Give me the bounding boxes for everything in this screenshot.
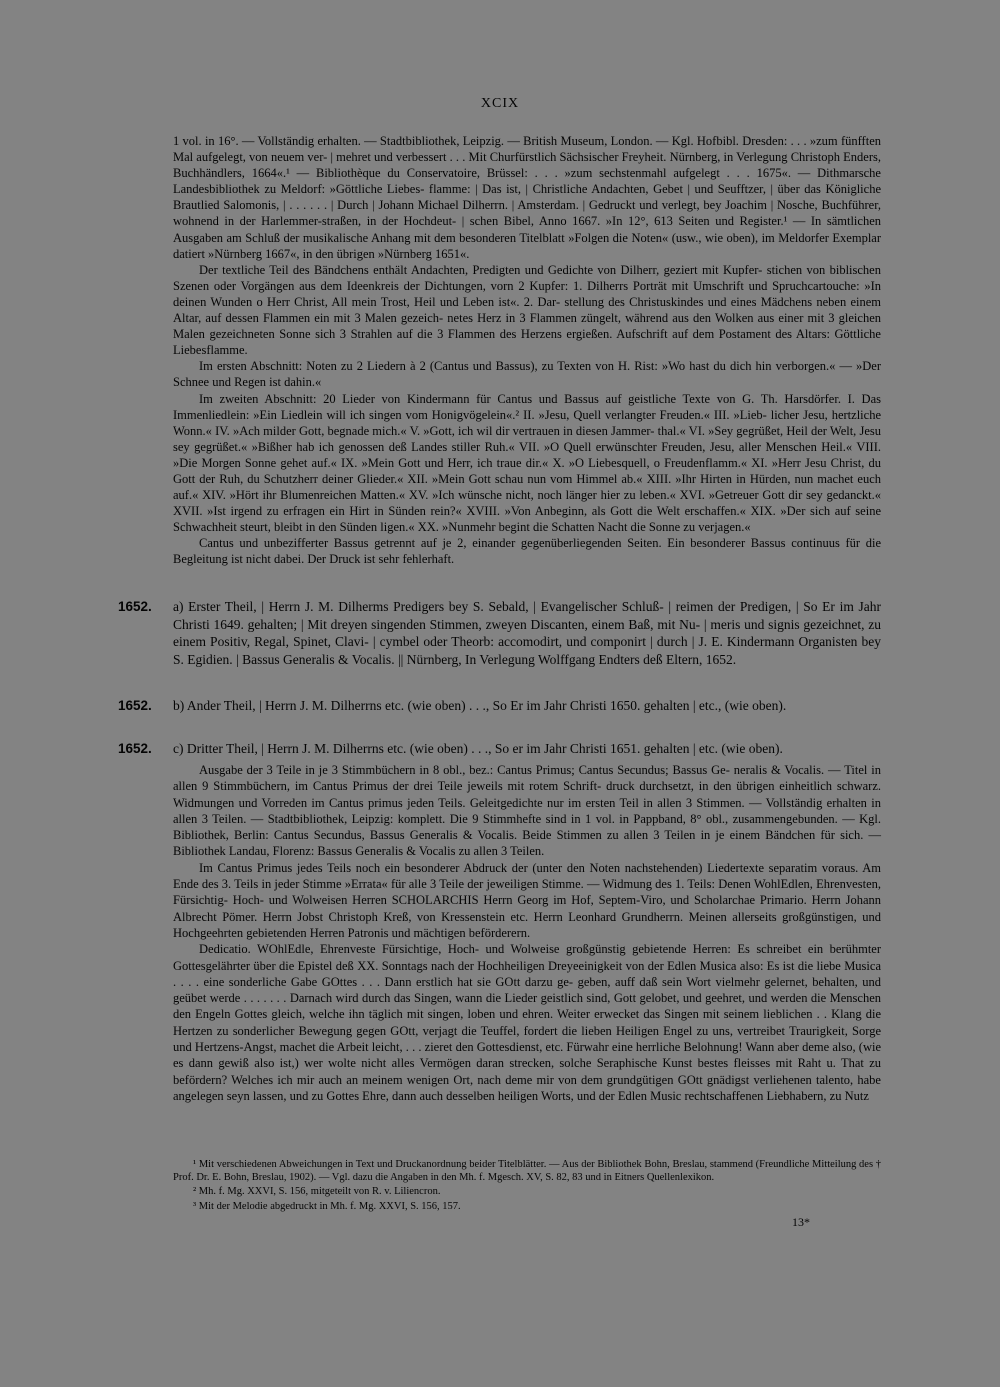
paragraph: Der textliche Teil des Bändchens enthält Andachten, Predigten und Gedichte von Dilherr, geziert mit Kupfer- stichen von biblischen Szenen oder Vorgängen aus dem Ideenkreis der Dichtungen, vorn 2 Kupfer: 1. Dilherrs Porträt mit Umschrift und Spruchcartouche: »In deinen Wunden o Herr Christ, All mein Trost, Heil und Leben ist«. 2. Dar- stellung des Christuskindes und eines Mädchens neben einem Altar, auf dessen Flammen ein mit 3 Malen gezeich- netes Herz in 3 Flammen züngelt, während aus den Wolken aus einer mit 3 gleichen Malen gezeichneten Sonne sich 3 Strahlen auf die 3 Flammen des Herzens ergießen. Aufschrift auf dem Postament des Altars: Göttliche Liebesflamme. [173,262,881,358]
paragraph: 1 vol. in 16°. — Vollständig erhalten. — Stadtbibliothek, Leipzig. — British Museum, London. — Kgl. Hofbibl. Dresden: . . . »zum fünfften Mal aufgelegt, von neuem ver- | mehret und verbessert . . . Mit Churfürstlich Sächsischer Freyheit. Nürnberg, in Verlegung Christoph Enders, Buchhändlers, 1664«.¹ — Bibliothèque du Conservatoire, Brüssel: . . . »zum sechstenmahl aufgelegt . . . 1675«. — Dithmarsche Landesbibliothek zu Meldorf: »Göttliche Liebes- flamme: | Das ist, | Christliche Andachten, Gebet | und Seufftzer, | über das Königliche Brautlied Salomonis, | . . . . . . | Durch | Johann Michael Dilherrn. | Amsterdam. | Gedruckt und verlegt, bey Joachim | Nosche, Buchführer, wohnend in der Harlemmer-straßen, in der Hochdeut- | schen Bibel, Anno 1667. »In 12°, 613 Seiten und Register.¹ — In sämtlichen Ausgaben am Schluß der musikalische Anhang mit dem besonderen Titelblatt »Folgen die Noten« (usw., wie oben), im Meldorfer Exemplar datiert »Nürnberg 1667«, in den übrigen »Nürnberg 1651«. [173,134,881,261]
entry-title: b) Ander Theil, | Herrn J. M. Dilherrns etc. (wie oben) . . ., So Er im Jahr Christi 1650. gehalten | etc., (wie oben). [173,698,787,713]
footnote: ¹ Mit verschiedenen Abweichungen in Text und Druckanordnung beider Titelblätter. — Aus der Bibliothek Bohn, Breslau, stammend (Freundliche Mitteilung des † Prof. Dr. E. Bohn, Breslau, 1902). — Vgl. dazu die Angaben in den Mh. f. Mgesch. XV, S. 82, 83 und in Eitners Quellenlexikon. [173,1159,881,1184]
catalog-entry [118,740,881,758]
paragraph: Ausgabe der 3 Teile in je 3 Stimmbüchern in 8 obl., bez.: Cantus Primus; Cantus Secundus; Bassus Ge- neralis & Vocalis. — Titel in allen 9 Stimmbüchern, im Cantus Primus der drei Teile jeweils mit rotem Schrift- druck durchsetzt, in den übrigen einheitlich schwarz. Widmungen und Vorreden im Cantus primus jeden Teils. Geleitgedichte nur im ersten Teil in allen 3 Stimmen. — Vollständig erhalten in allen 3 Teilen. — Stadtbibliothek, Leipzig: komplett. Die 9 Stimmhefte sind in 1 vol. in Pappband, 8° obl., zusammengebunden. — Kgl. Bibliothek, Berlin: Cantus Secundus, Bassus Generalis & Vocalis. Beide Stimmen zu allen 3 Teilen in je einem Bändchen für sich. — Bibliothek Landau, Florenz: Bassus Generalis & Vocalis zu allen 3 Teilen. [173,763,881,859]
entry-title: c) Dritter Theil, | Herrn J. M. Dilherrns etc. (wie oben) . . ., So er im Jahr Christi 1651. gehalten | etc. (wie oben). [173,741,783,756]
paragraph: Im zweiten Abschnitt: 20 Lieder von Kindermann für Cantus und Bassus auf geistliche Texte von G. Th. Harsdörfer. I. Das Immenliedlein: »Ein Liedlein will ich singen vom Honigvögelein«.² II. »Jesu, Quell verlangter Freuden.« III. »Lieb- licher Jesu, hertzliche Wonn.« IV. »Ach milder Gott, begnade mich.« V. »Gott, ich wil dir vertrauen in diesen Jammer- thal.« VI. »Sey gegrüßet, Heil der Welt, Jesu sey gegrüßet.« »Bißher hab ich genossen deß Landes stiller Ruh.« VII. »O Quell erwünschter Freuden, Jesu, aller Menschen Heil.« VIII. »Die Morgen Sonne gehet auf.« IX. »Mein Gott und Herr, ich traue dir.« X. »O Liebesquell, o Freudenflamm.« XI. »Herr Jesu Christ, du Gott der Ruh, du Schutzherr deiner Glieder.« XII. »Mein Gott schau nun vom Himmel ab.« XIII. »Ihr Hirten in Hürden, nun machet euch auf.« XIV. »Hört ihr Blumenreichen Matten.« XV. »Ich wünsche nicht, noch länger hier zu leben.« XVI. »Getreuer Gott dir sey gedanckt.« XVII. »Ist irgend zu erfragen ein Hirt in Sünden rein?« XVIII. »Von Anbeginn, als Gott die Welt erschaffen.« XIX. »Der sich auf seine Schwachheit steurt, bleibt in den Sünden ligen.« XX. »Nunmehr begint die Schatten Nacht die Sonne zu verjagen.« [173,391,881,535]
entry-year: 1652. [118,741,152,756]
catalog-entry [118,598,881,669]
paragraph: Cantus und unbezifferter Bassus getrennt auf je 2, einander gegenüberliegenden Seiten. Ein besonderer Bassus continuus für die Begleitung ist nicht dabei. Der Druck ist sehr fehlerhaft. [173,536,881,567]
entry-title: a) Erster Theil, | Herrn J. M. Dilherms Predigers bey S. Sebald, | Evangelischer Schluß- | reimen der Predigen, | So Er im Jahr Christi 1649. gehalten; | Mit dreyen singenden Stimmen, zweyen Discanten, einem Baß, mit Nu- | meris und signis gezeichnet, zu einem Positiv, Regal, Spinet, Clavi- | cymbel oder Theorb: accomodirt, und componirt | durch | J. E. Kindermann Organisten bey S. Egidien. | Bassus Generalis & Vocalis. || Nürnberg, In Verlegung Wolffgang Endters deß Eltern, 1652. [173,599,881,668]
edition-description [173,762,881,1104]
entry-year: 1652. [118,599,152,614]
paragraph: Im Cantus Primus jedes Teils noch ein besonderer Abdruck der (unter den Noten nachstehenden) Liedertexte separatim voraus. Am Ende des 3. Teils in jeder Stimme »Errata« für alle 3 Teile der jeweiligen Stimme. — Widmung des 1. Teils: Denen WohlEdlen, Ehrenvesten, Fürsichtig- Hoch- und Wolweisen Herren SCHOLARCHIS Herrn Georg im Hof, Septem-Viro, und Scholarchae Primario. Herrn Johann Albrecht Pömer. Herrn Jobst Christoph Kreß, von Kressenstein etc. Herrn Leonhard Grundherrn. Meinen allerseits großgünstigen, und Hochgeehrten gebietenden Herren Patronis und mächtigen beförderern. [173,860,881,940]
footnote: ² Mh. f. Mg. XXVI, S. 156, mitgeteilt von R. v. Liliencron. [193,1186,441,1198]
paragraph: Im ersten Abschnitt: Noten zu 2 Liedern à 2 (Cantus und Bassus), zu Texten von H. Rist: »Wo hast du dich hin verborgen.« — »Der Schnee und Regen ist dahin.« [173,359,881,390]
sheet-signature: 13* [792,1215,810,1229]
entry-year: 1652. [118,698,152,713]
footnotes [173,1158,881,1213]
paragraph: Dedicatio. WOhlEdle, Ehrenveste Fürsichtige, Hoch- und Wolweise großgünstig gebietende Herren: Es schreibet ein berühmter Gottesgelährter über die Epistel deß XX. Sonntags nach der Hochheiligen Dreyeeinigkeit von der Edlen Musica also: Es ist die liebe Musica . . . . eine sonderliche Gabe GOttes . . . Dann erstlich hat sie GOtt darzu ge- geben, auff daß sein Wort vielmehr gelernet, behalten, und geübet werde . . . . . . . Darnach wird durch das Singen, wann die Lieder geistlich sind, Gott gelobet, und geehret, und werden die Menschen den Engeln Gottes gleich, welche ihn täglich mit singen, loben und ehren. Weiter erwecket das Singen mit seinem lieblichen . . Klang die Hertzen zu sonderlicher Bewegung gegen GOtt, verjagt die Teuffel, fordert die lieben Heiligen Engel zu uns, vertreibet Traurigkeit, Sorge und Hertzens-Angst, machet die Arbeit leicht, . . . zieret den Gottesdienst, etc. Fürwahr eine herrliche Belohnung! Wann aber deme also, (wie es dann gewiß also ist,) wer wolte nicht alles Vermögen daran strecken, solche Seraphische Kunst bestes fleisses mit Raht u. That zu befördern? Welches ich mir auch an meinem wenigen Ort, nach deme mir von dem grundgütigen GOtt gnädigst verliehenen talento, habe angelegen seyn lassen, und zu Gottes Ehre, dann auch desselben heiligen Worts, und der Edlen Music rechtschaffenen Liebhabern, zu Nutz [173,942,881,1103]
page-number: XCIX [480,96,520,111]
catalog-entry [118,697,881,715]
footnote: ³ Mit der Melodie abgedruckt in Mh. f. Mg. XXVI, S. 156, 157. [193,1200,461,1212]
bibliographic-description [173,133,881,568]
